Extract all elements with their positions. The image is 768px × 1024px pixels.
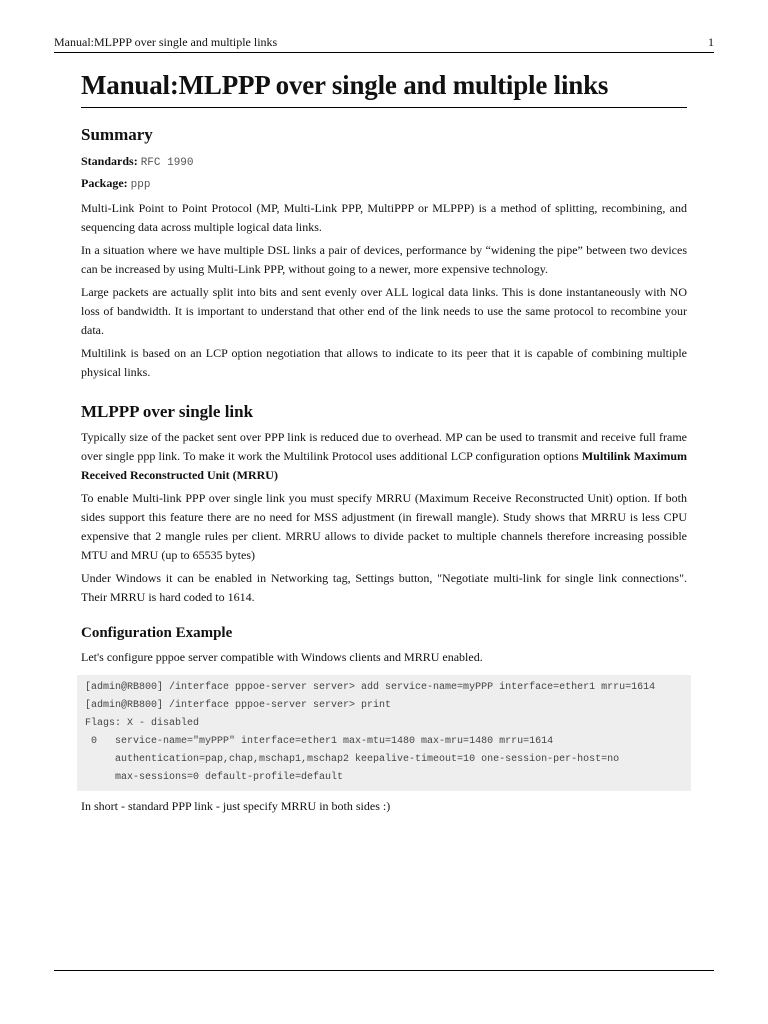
standards-line: [81, 151, 687, 173]
package-value: ppp: [130, 179, 151, 191]
code-line: 0 service-name="myPPP" interface=ether1 max-mtu=1480 max-mru=1480 mrru=1614: [85, 736, 554, 747]
standards-label: Standards:: [81, 154, 138, 168]
summary-paragraph: In a situation where we have multiple DSL links a pair of devices, performance by “widening the pipe” between two devices can be increased by using Multi-Link PPP, without going to a newer, more expensive technology.: [81, 243, 687, 276]
running-title: Manual:MLPPP over single and multiple links: [54, 35, 278, 49]
footer-divider: [54, 970, 714, 971]
config-outro: In short - standard PPP link - just specify MRRU in both sides :): [81, 799, 391, 813]
config-example-heading: Configuration Example: [81, 625, 233, 641]
package-line: [81, 173, 687, 195]
standards-value: RFC 1990: [140, 157, 194, 169]
summary-paragraph: Large packets are actually split into bits and sent evenly over ALL logical data links. This is done instantaneously with NO loss of bandwidth. It is important to understand that other end of the link needs to use the same protocol to recombine your data.: [81, 285, 687, 337]
code-line: Flags: X - disabled: [85, 718, 200, 729]
page-title: Manual:MLPPP over single and multiple links: [81, 70, 687, 108]
single-link-text: Typically size of the packet sent over PPP link is reduced due to overhead. MP can be used to transmit and receive full frame over single ppp link. To make it work the Multilink Protocol uses additional LCP configuration options: [81, 430, 687, 463]
code-line: max-sessions=0 default-profile=default: [85, 772, 344, 783]
code-line: authentication=pap,chap,mschap1,mschap2 keepalive-timeout=10 one-session-per-host=no: [85, 754, 620, 765]
code-line: [admin@RB800] /interface pppoe-server server> print: [85, 700, 392, 711]
single-link-paragraph: [81, 428, 687, 485]
single-link-paragraph: To enable Multi-link PPP over single link you must specify MRRU (Maximum Receive Reconstructed Unit) option. If both sides support this feature there are no need for MSS adjustment (in firewall mangle). Study shows that MRRU is less CPU expensive that 2 mangle rules per client. MRRU allows to divide packet to multiple channels therefore increasing possible MTU and MRU (up to 65535 bytes): [81, 491, 687, 562]
running-header: [54, 35, 714, 53]
summary-heading: Summary: [81, 125, 153, 144]
single-link-heading: MLPPP over single link: [81, 402, 254, 421]
summary-paragraph: Multilink is based on an LCP option negotiation that allows to indicate to its peer that it is capable of combining multiple physical links.: [81, 346, 687, 379]
code-line: [admin@RB800] /interface pppoe-server server> add service-name=myPPP interface=ether1 mrru=1614: [85, 682, 656, 693]
package-label: Package:: [81, 176, 128, 190]
code-block: [77, 675, 691, 791]
page-number: 1: [708, 35, 714, 49]
single-link-paragraph: Under Windows it can be enabled in Networking tag, Settings button, "Negotiate multi-link for single link connections". Their MRRU is hard coded to 1614.: [81, 571, 687, 604]
config-intro: Let's configure pppoe server compatible with Windows clients and MRRU enabled.: [81, 650, 483, 664]
summary-paragraph: Multi-Link Point to Point Protocol (MP, Multi-Link PPP, MultiPPP or MLPPP) is a method of splitting, recombining, and sequencing data across multiple logical data links.: [81, 201, 687, 234]
main-content: [81, 70, 687, 820]
mrru-option-name: Multilink Maximum Received Reconstructed Unit (MRRU): [81, 449, 687, 482]
